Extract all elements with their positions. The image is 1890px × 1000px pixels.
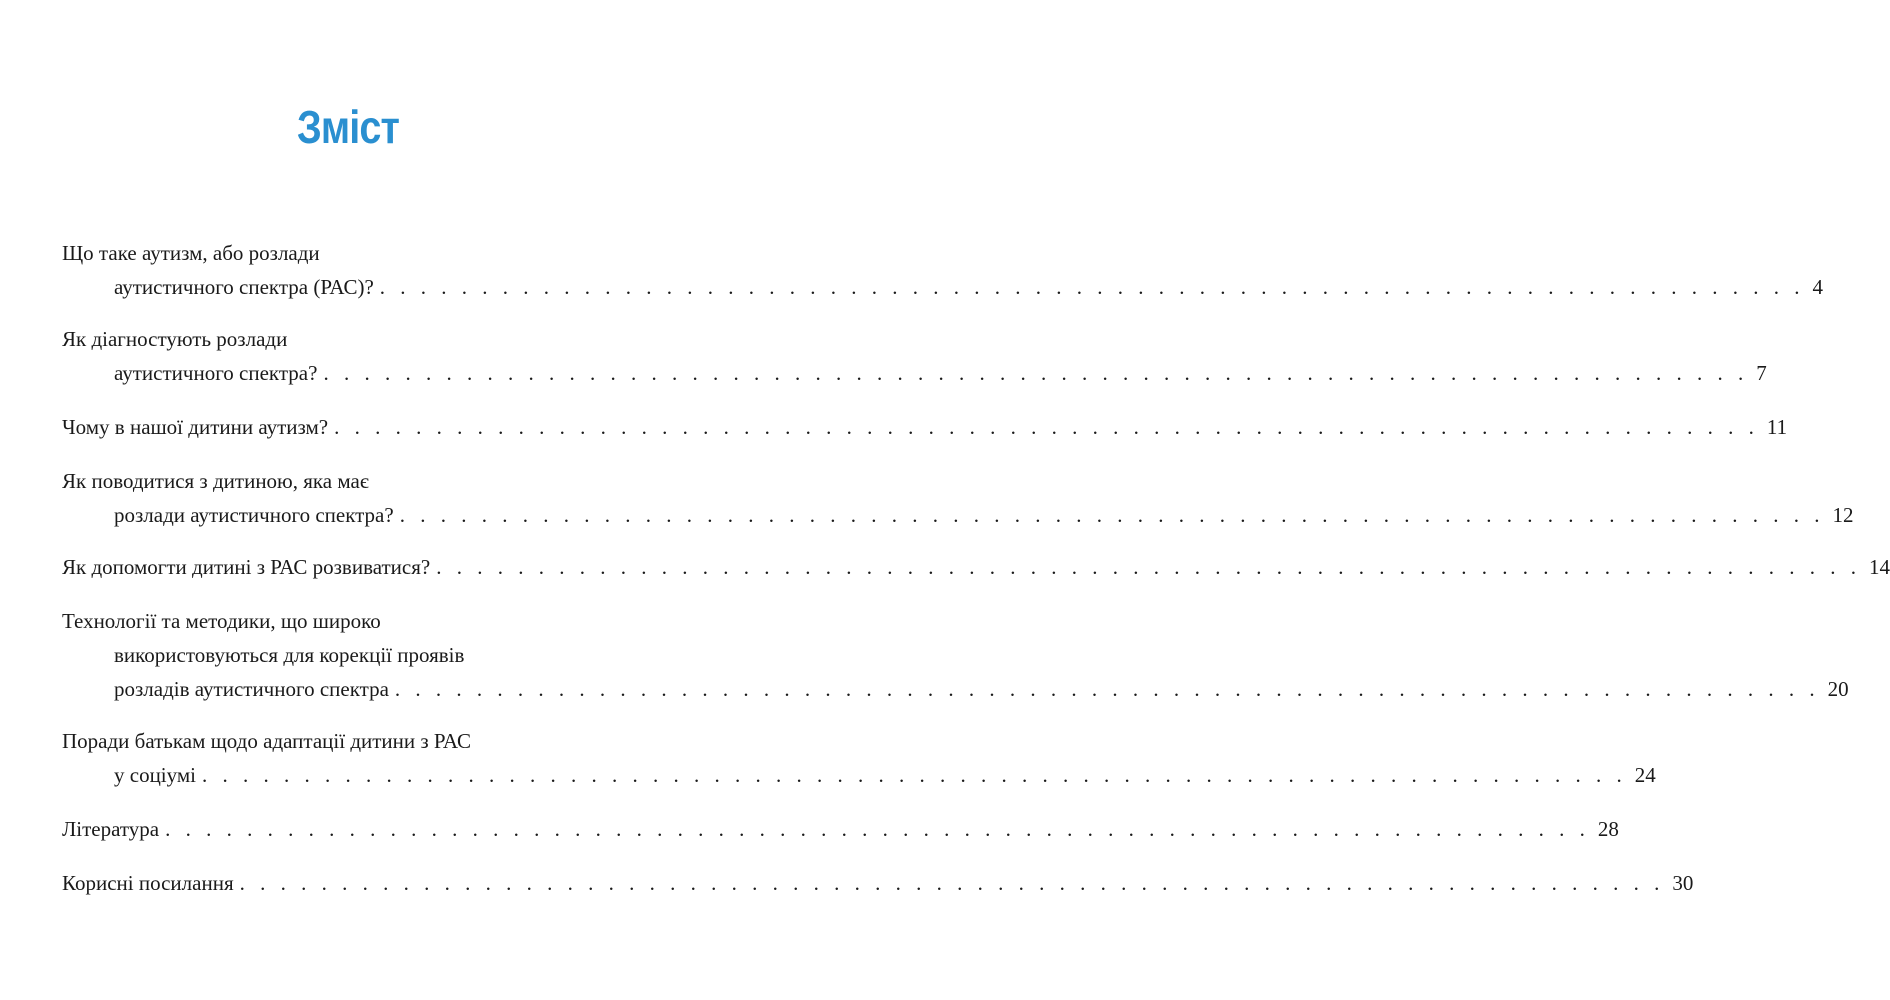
toc-entry-text: Чому в нашої дитини аутизм? [62,415,329,439]
toc-entry-last-line [114,500,1854,530]
toc-entry-text: Корисні посилання [62,871,234,895]
page-number: 7 [1756,361,1767,385]
toc-entry-text: аутистичного спектра (РАС)? [114,275,374,299]
dot-leader: . . . . . . . . . . . . . . . . . . . . . . . . . . . . . . . . . . . . . . . . . . . . . . . . . . . . . . . . . . . . . . . . . . . . . . [379,275,1805,299]
toc-entry-text: Як допомогти дитині з РАС розвиватися? [62,555,431,579]
page-number: 24 [1634,763,1656,787]
toc-entry-last-line [62,552,1890,582]
toc-entry-text: у соціумі [114,763,196,787]
dot-leader: . . . . . . . . . . . . . . . . . . . . . . . . . . . . . . . . . . . . . . . . . . . . . . . . . . . . . . . . . . . . . . . . . . . . . . [334,415,1759,439]
toc-entry-text: розладів аутистичного спектра [114,677,389,701]
dot-leader: . . . . . . . . . . . . . . . . . . . . . . . . . . . . . . . . . . . . . . . . . . . . . . . . . . . . . . . . . . . . . . . . . . . . . . [202,763,1627,787]
toc-entry-last-line [62,412,1788,442]
toc-entry-text: Література [62,817,160,841]
dot-leader: . . . . . . . . . . . . . . . . . . . . . . . . . . . . . . . . . . . . . . . . . . . . . . . . . . . . . . . . . . . . . . . . . . . . . . [323,361,1749,385]
dot-leader: . . . . . . . . . . . . . . . . . . . . . . . . . . . . . . . . . . . . . . . . . . . . . . . . . . . . . . . . . . . . . . . . . . . . . . [436,555,1861,579]
page-number: 11 [1766,415,1788,439]
page-number: 30 [1672,871,1694,895]
page-number: 4 [1812,275,1824,299]
page-number: 28 [1597,817,1619,841]
toc-entry-last-line [114,674,1849,704]
toc-entry-text: Технології та методики, що широко [62,609,381,633]
toc-entry-text: аутистичного спектра? [114,361,318,385]
page-number: 14 [1868,555,1890,579]
toc-entry-last-line [114,358,1767,388]
toc-entry-last-line [62,814,1619,844]
dot-leader: . . . . . . . . . . . . . . . . . . . . . . . . . . . . . . . . . . . . . . . . . . . . . . . . . . . . . . . . . . . . . . . . . . . . . . [399,503,1825,527]
toc-entry-text: розлади аутистичного спектра? [114,503,394,527]
toc-entry-text: Що таке аутизм, або розлади [62,241,320,265]
toc-entry-text: Як діагностують розлади [62,327,288,351]
toc-entry-last-line [62,868,1694,898]
dot-leader: . . . . . . . . . . . . . . . . . . . . . . . . . . . . . . . . . . . . . . . . . . . . . . . . . . . . . . . . . . . . . . . . . . . . . . [394,677,1820,701]
dot-leader: . . . . . . . . . . . . . . . . . . . . . . . . . . . . . . . . . . . . . . . . . . . . . . . . . . . . . . . . . . . . . . . . . . . . . . [239,871,1665,895]
toc-entry-text: використовуються для корекції проявів [114,643,465,667]
dot-leader: . . . . . . . . . . . . . . . . . . . . . . . . . . . . . . . . . . . . . . . . . . . . . . . . . . . . . . . . . . . . . . . . . . . . . . [165,817,1590,841]
toc-entry-last-line [114,272,1824,302]
page-number: 20 [1827,677,1849,701]
toc-entry-text: Поради батькам щодо адаптації дитини з РАС [62,729,472,753]
toc-entry-last-line [114,760,1656,790]
page-number: 12 [1832,503,1854,527]
toc-entry-text: Як поводитися з дитиною, яка має [62,469,369,493]
page-title: Зміст [296,101,400,153]
